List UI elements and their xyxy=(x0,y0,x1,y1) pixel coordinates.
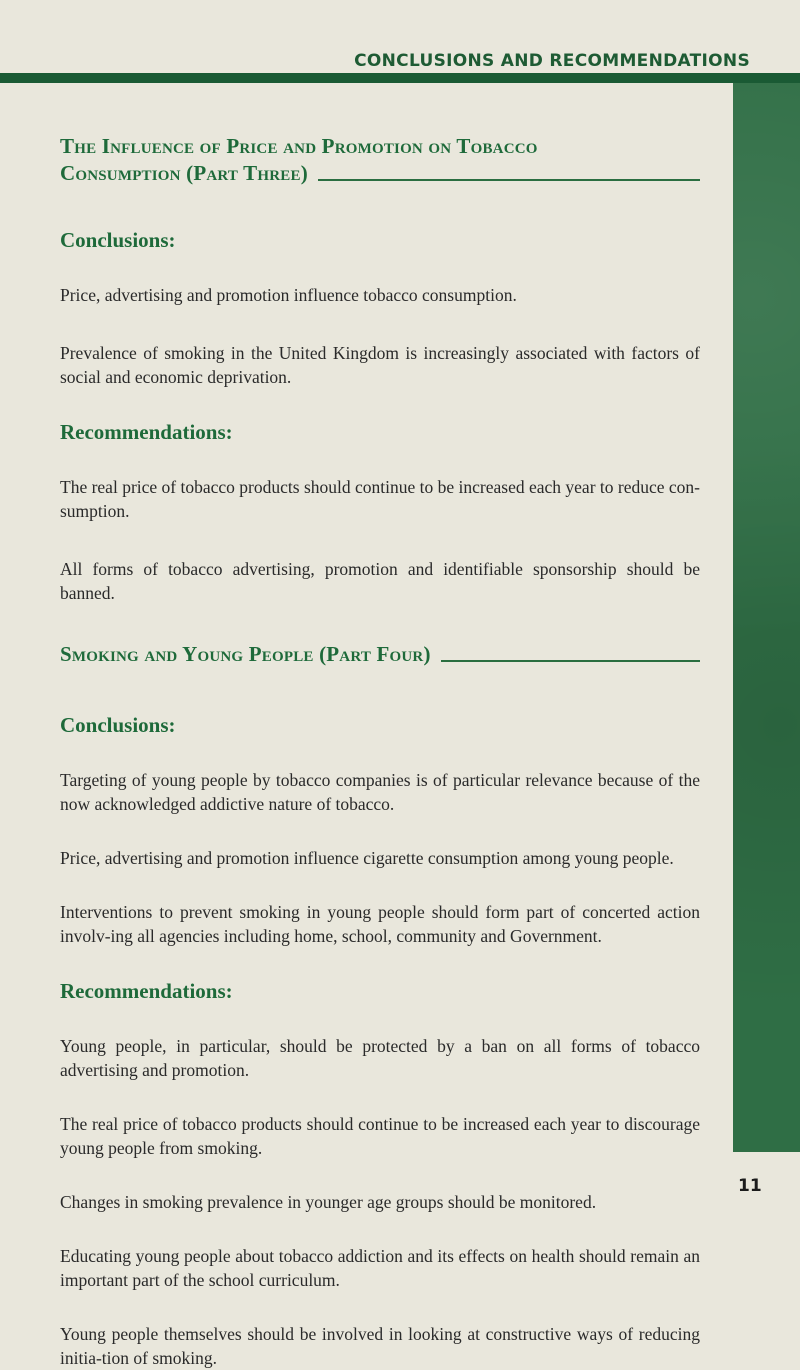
recommendation-item: All forms of tobacco advertising, promotion and identifiable sponsorship should be banned. xyxy=(60,559,700,603)
conclusion-item: Price, advertising and promotion influence tobacco consumption. xyxy=(60,285,517,305)
recommendation-item: The real price of tobacco products should continue to be increased each year to reduce con-sumption. xyxy=(60,477,700,521)
recommendations-heading: Recommendations: xyxy=(60,420,233,444)
title-rule xyxy=(441,660,700,662)
conclusion-item: Price, advertising and promotion influence cigarette consumption among young people. xyxy=(60,848,674,868)
section-title-line2: Consumption (Part Three) xyxy=(60,161,308,185)
recommendation-item: Young people themselves should be involved in looking at constructive ways of reducing initia-tion of smoking. xyxy=(60,1324,700,1368)
section-title-line1: The Influence of Price and Promotion on Tobacco xyxy=(60,134,538,158)
header-rule xyxy=(0,73,800,83)
conclusions-heading: Conclusions: xyxy=(60,228,176,252)
section-title-text: Smoking and Young People (Part Four) xyxy=(60,642,431,666)
conclusion-item: Targeting of young people by tobacco companies is of particular relevance because of the now acknowledged addictive nature of tobacco. xyxy=(60,770,700,814)
title-rule xyxy=(318,179,700,181)
conclusions-heading: Conclusions: xyxy=(60,713,176,737)
recommendation-item: Changes in smoking prevalence in younger age groups should be monitored. xyxy=(60,1192,597,1212)
conclusion-item: Prevalence of smoking in the United Kingdom is increasingly associated with factors of social and economic deprivation. xyxy=(60,343,700,387)
running-header: CONCLUSIONS AND RECOMMENDATIONS xyxy=(354,51,750,71)
side-color-band xyxy=(733,83,800,1152)
page-number: 11 xyxy=(738,1176,762,1196)
section-title-part-four xyxy=(60,641,700,668)
page-content xyxy=(60,133,700,1370)
recommendations-heading: Recommendations: xyxy=(60,979,233,1003)
section-title-part-three xyxy=(60,133,700,187)
recommendation-item: The real price of tobacco products should continue to be increased each year to discourage young people from smoking. xyxy=(60,1114,700,1158)
conclusion-item: Interventions to prevent smoking in young people should form part of concerted action involv-ing all agencies including home, school, community and Government. xyxy=(60,902,700,946)
recommendation-item: Educating young people about tobacco addiction and its effects on health should remain an important part of the school curriculum. xyxy=(60,1246,700,1290)
recommendation-item: Young people, in particular, should be protected by a ban on all forms of tobacco advertising and promotion. xyxy=(60,1036,700,1080)
